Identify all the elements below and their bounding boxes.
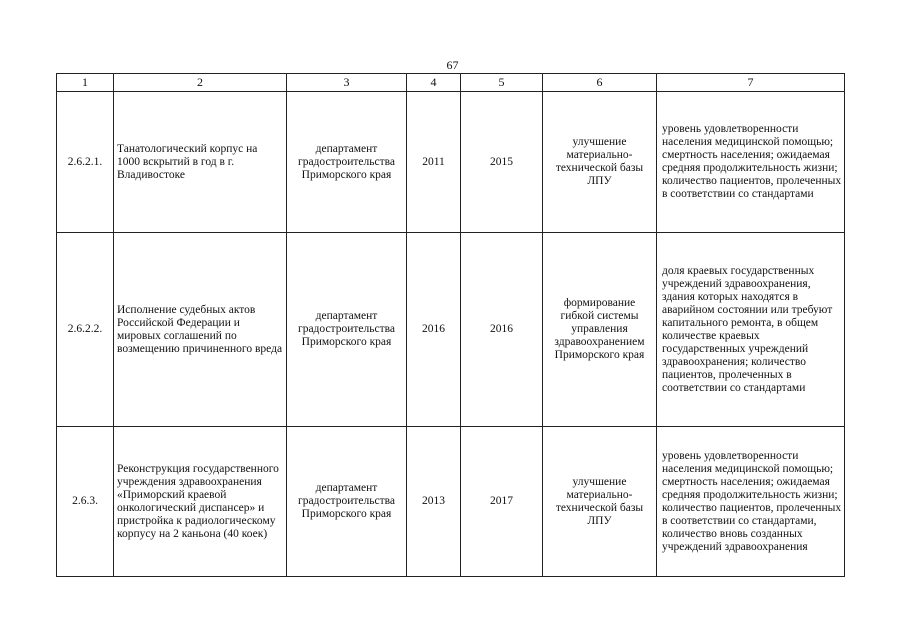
start-year: 2016: [407, 233, 461, 427]
executor: департамент градостроительства Приморского края: [287, 233, 407, 427]
measure-name: Танатологический корпус на 1000 вскрытий в год в г. Владивостоке: [114, 92, 287, 233]
header-col-2: 2: [114, 74, 287, 92]
table-row: [57, 233, 845, 427]
measure-name: Реконструкция государственного учреждения здравоохранения «Приморский краевой онкологический диспансер» и пристройка к радиологическому корпусу на 2 каньона (40 коек): [114, 427, 287, 577]
header-col-6: 6: [543, 74, 657, 92]
executor: департамент градостроительства Приморского края: [287, 427, 407, 577]
end-year: 2015: [461, 92, 543, 233]
executor: департамент градостроительства Приморского края: [287, 92, 407, 233]
indicators: уровень удовлетворенности населения медицинской помощью; смертность населения; ожидаемая средняя продолжительность жизни; количество пациентов, пролеченных в соответствии со стандартами, количество вновь созданных учреждений здравоохранения: [657, 427, 845, 577]
table-row: [57, 427, 845, 577]
header-col-3: 3: [287, 74, 407, 92]
header-col-1: 1: [57, 74, 114, 92]
header-col-7: 7: [657, 74, 845, 92]
program-table: [56, 73, 845, 577]
goal: улучшение материально-технической базы ЛПУ: [543, 427, 657, 577]
row-number: 2.6.2.1.: [57, 92, 114, 233]
start-year: 2013: [407, 427, 461, 577]
goal: улучшение материально-технической базы ЛПУ: [543, 92, 657, 233]
start-year: 2011: [407, 92, 461, 233]
header-col-4: 4: [407, 74, 461, 92]
indicators: доля краевых государственных учреждений здравоохранения, здания которых находятся в аварийном состоянии или требуют капитального ремонта, в общем количестве краевых государственных учреждений здравоохранения; количество пациентов, пролеченных в соответствии со стандартами: [657, 233, 845, 427]
table-header-row: [57, 74, 845, 92]
row-number: 2.6.3.: [57, 427, 114, 577]
end-year: 2017: [461, 427, 543, 577]
goal: формирование гибкой системы управления здравоохранением Приморского края: [543, 233, 657, 427]
indicators: уровень удовлетворенности населения медицинской помощью; смертность населения; ожидаемая средняя продолжительность жизни; количество пациентов, пролеченных в соответствии со стандартами: [657, 92, 845, 233]
table-row: [57, 92, 845, 233]
header-col-5: 5: [461, 74, 543, 92]
measure-name: Исполнение судебных актов Российской Федерации и мировых соглашений по возмещению причиненного вреда: [114, 233, 287, 427]
page-number: 67: [446, 58, 459, 72]
end-year: 2016: [461, 233, 543, 427]
row-number: 2.6.2.2.: [57, 233, 114, 427]
